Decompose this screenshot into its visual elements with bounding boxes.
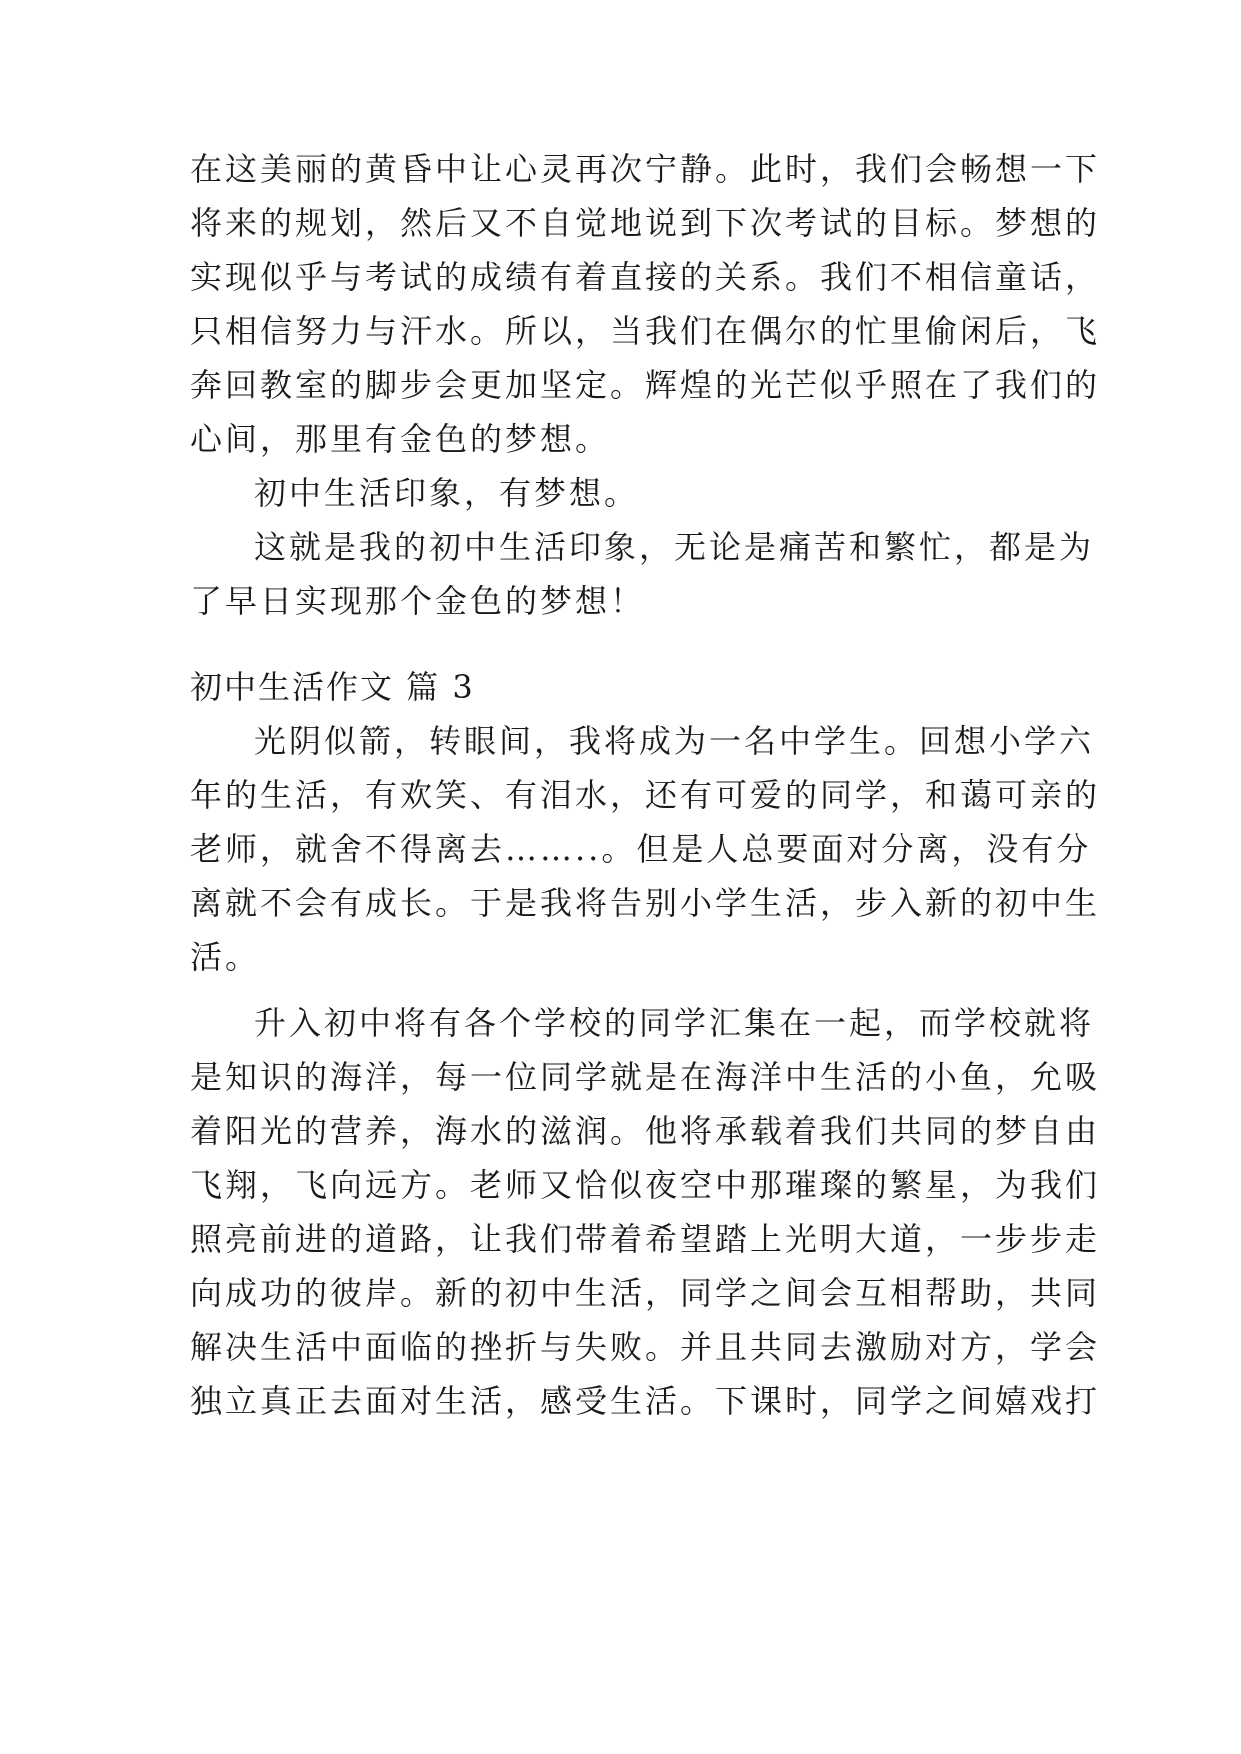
paragraph-1-line-1: 在这美丽的黄昏中让心灵再次宁静。此时，我们会畅想一下 [190,150,1101,188]
paragraph-4-line-5: 活。 [190,938,261,976]
paragraph-4-line-3: 老师，就舍不得离去……..。但是人总要面对分离，没有分 [190,830,1092,868]
paragraph-1-line-4: 只相信努力与汗水。所以，当我们在偶尔的忙里偷闲后，飞 [190,312,1101,350]
paragraph-4-line-2: 年的生活，有欢笑、有泪水，还有可爱的同学，和蔼可亲的 [190,776,1101,814]
paragraph-2-line-1: 初中生活印象，有梦想。 [254,474,640,512]
paragraph-4-line-1: 光阴似箭，转眼间，我将成为一名中学生。回想小学六 [254,722,1095,760]
paragraph-5-line-7: 解决生活中面临的挫折与失败。并且共同去激励对方，学会 [190,1328,1101,1366]
paragraph-1-line-3: 实现似乎与考试的成绩有着直接的关系。我们不相信童话， [190,258,1101,296]
paragraph-1-line-6: 心间，那里有金色的梦想。 [190,420,611,458]
paragraph-5-line-2: 是知识的海洋，每一位同学就是在海洋中生活的小鱼，允吸 [190,1058,1101,1096]
section-heading: 初中生活作文 篇 3 [190,668,475,706]
paragraph-3-line-1: 这就是我的初中生活印象，无论是痛苦和繁忙，都是为 [254,528,1095,566]
paragraph-5-line-8: 独立真正去面对生活，感受生活。下课时，同学之间嬉戏打 [190,1382,1101,1420]
paragraph-5-line-1: 升入初中将有各个学校的同学汇集在一起，而学校就将 [254,1004,1095,1042]
paragraph-5-line-6: 向成功的彼岸。新的初中生活，同学之间会互相帮助，共同 [190,1274,1101,1312]
paragraph-5-line-4: 飞翔，飞向远方。老师又恰似夜空中那璀璨的繁星，为我们 [190,1166,1101,1204]
paragraph-1-line-5: 奔回教室的脚步会更加坚定。辉煌的光芒似乎照在了我们的 [190,366,1101,404]
paragraph-5-line-5: 照亮前进的道路，让我们带着希望踏上光明大道，一步步走 [190,1220,1101,1258]
paragraph-4-line-4: 离就不会有成长。于是我将告别小学生活，步入新的初中生 [190,884,1101,922]
paragraph-5-line-3: 着阳光的营养，海水的滋润。他将承载着我们共同的梦自由 [190,1112,1101,1150]
paragraph-1-line-2: 将来的规划，然后又不自觉地说到下次考试的目标。梦想的 [190,204,1101,242]
paragraph-3-line-2: 了早日实现那个金色的梦想！ [190,582,646,620]
